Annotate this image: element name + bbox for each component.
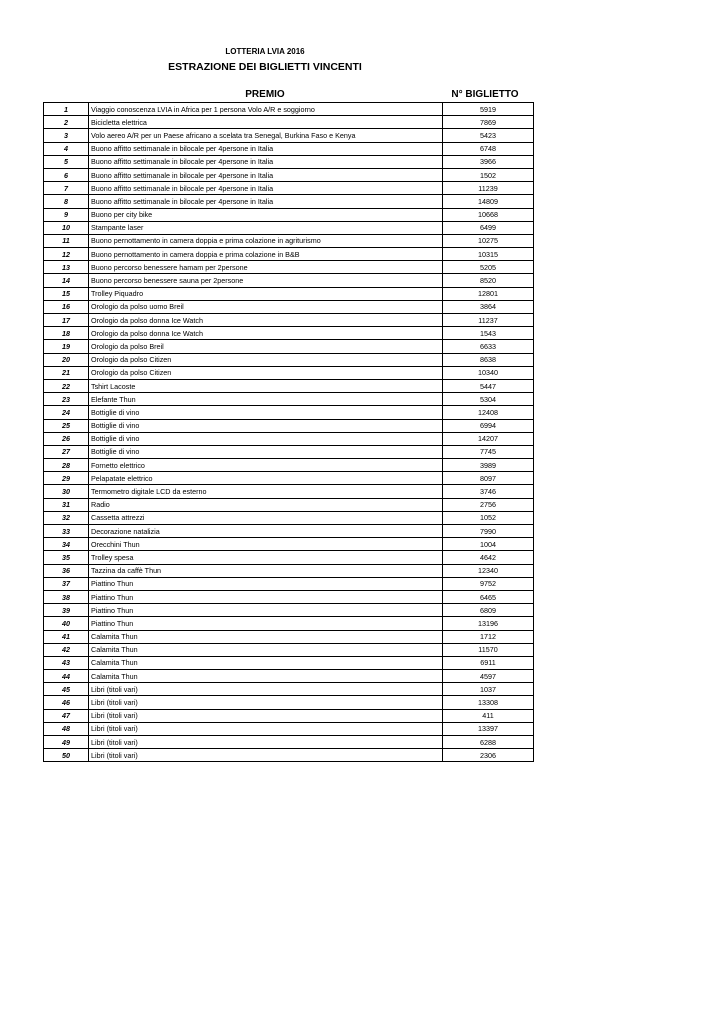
table-row <box>44 525 534 538</box>
table-row <box>44 406 534 419</box>
prize-number: 14 <box>44 274 89 287</box>
table-row <box>44 683 534 696</box>
ticket-number: 3864 <box>443 300 534 313</box>
prize-description: Orologio da polso donna Ice Watch <box>89 327 443 340</box>
prize-number: 31 <box>44 498 89 511</box>
prize-description: Bottiglie di vino <box>89 419 443 432</box>
prize-number: 21 <box>44 366 89 379</box>
table-row <box>44 116 534 129</box>
prize-number: 25 <box>44 419 89 432</box>
lottery-title: LOTTERIA LVIA 2016 <box>225 47 305 56</box>
column-header-ticket: N° BIGLIETTO <box>451 89 519 100</box>
table-row <box>44 604 534 617</box>
prize-number: 1 <box>44 103 89 116</box>
prize-number: 19 <box>44 340 89 353</box>
prize-description: Calamita Thun <box>89 643 443 656</box>
table-row <box>44 340 534 353</box>
ticket-number: 12408 <box>443 406 534 419</box>
table-row <box>44 248 534 261</box>
ticket-number: 2306 <box>443 749 534 762</box>
prize-description: Tshirt Lacoste <box>89 379 443 392</box>
ticket-number: 5447 <box>443 379 534 392</box>
prize-number: 8 <box>44 195 89 208</box>
prize-number: 44 <box>44 670 89 683</box>
prize-number: 18 <box>44 327 89 340</box>
prize-description: Buono affitto settimanale in bilocale per 4persone in Italia <box>89 142 443 155</box>
prize-number: 27 <box>44 445 89 458</box>
ticket-number: 6748 <box>443 142 534 155</box>
ticket-number: 8520 <box>443 274 534 287</box>
ticket-number: 6809 <box>443 604 534 617</box>
ticket-number: 7745 <box>443 445 534 458</box>
prize-description: Orologio da polso Citizen <box>89 366 443 379</box>
table-row <box>44 538 534 551</box>
prize-number: 33 <box>44 525 89 538</box>
ticket-number: 10340 <box>443 366 534 379</box>
prize-number: 22 <box>44 379 89 392</box>
table-row <box>44 234 534 247</box>
table-row <box>44 511 534 524</box>
table-row <box>44 459 534 472</box>
prize-description: Orecchini Thun <box>89 538 443 551</box>
ticket-number: 1037 <box>443 683 534 696</box>
table-row <box>44 182 534 195</box>
ticket-number: 10668 <box>443 208 534 221</box>
prize-description: Trolley Piquadro <box>89 287 443 300</box>
ticket-number: 11237 <box>443 314 534 327</box>
ticket-number: 1052 <box>443 511 534 524</box>
prize-description: Calamita Thun <box>89 670 443 683</box>
prize-number: 3 <box>44 129 89 142</box>
ticket-number: 6288 <box>443 736 534 749</box>
ticket-number: 2756 <box>443 498 534 511</box>
prize-number: 28 <box>44 459 89 472</box>
table-row <box>44 103 534 116</box>
ticket-number: 13397 <box>443 722 534 735</box>
prize-number: 38 <box>44 590 89 603</box>
prize-description: Elefante Thun <box>89 393 443 406</box>
prize-number: 4 <box>44 142 89 155</box>
prize-description: Buono affitto settimanale in bilocale per 4persone in Italia <box>89 155 443 168</box>
prize-description: Orologio da polso Citizen <box>89 353 443 366</box>
prize-description: Buono affitto settimanale in bilocale per 4persone in Italia <box>89 195 443 208</box>
prize-description: Orologio da polso Breil <box>89 340 443 353</box>
prize-number: 49 <box>44 736 89 749</box>
prize-description: Buono affitto settimanale in bilocale per 4persone in Italia <box>89 168 443 181</box>
prize-description: Bicicletta elettrica <box>89 116 443 129</box>
table-row <box>44 208 534 221</box>
prize-description: Termometro digitale LCD da esterno <box>89 485 443 498</box>
prize-number: 11 <box>44 234 89 247</box>
prize-number: 24 <box>44 406 89 419</box>
ticket-number: 1502 <box>443 168 534 181</box>
prize-description: Libri (titoli vari) <box>89 749 443 762</box>
ticket-number: 12340 <box>443 564 534 577</box>
prize-number: 42 <box>44 643 89 656</box>
ticket-number: 1712 <box>443 630 534 643</box>
table-row <box>44 445 534 458</box>
table-row <box>44 749 534 762</box>
prize-description: Buono pernottamento in camera doppia e prima colazione in agriturismo <box>89 234 443 247</box>
prize-number: 6 <box>44 168 89 181</box>
ticket-number: 10275 <box>443 234 534 247</box>
prize-number: 5 <box>44 155 89 168</box>
table-row <box>44 722 534 735</box>
table-row <box>44 656 534 669</box>
ticket-number: 3989 <box>443 459 534 472</box>
column-header-prize: PREMIO <box>245 89 285 100</box>
prize-number: 16 <box>44 300 89 313</box>
table-row <box>44 168 534 181</box>
prize-number: 12 <box>44 248 89 261</box>
table-row <box>44 485 534 498</box>
ticket-number: 6465 <box>443 590 534 603</box>
prize-number: 30 <box>44 485 89 498</box>
ticket-number: 4597 <box>443 670 534 683</box>
ticket-number: 7990 <box>443 525 534 538</box>
table-row <box>44 366 534 379</box>
prize-number: 47 <box>44 709 89 722</box>
table-row <box>44 696 534 709</box>
table-row <box>44 129 534 142</box>
prize-number: 10 <box>44 221 89 234</box>
prize-description: Piattino Thun <box>89 604 443 617</box>
prize-description: Orologio da polso uomo Breil <box>89 300 443 313</box>
prize-table <box>43 102 534 762</box>
table-row <box>44 432 534 445</box>
prize-description: Bottiglie di vino <box>89 406 443 419</box>
prize-description: Libri (titoli vari) <box>89 736 443 749</box>
ticket-number: 5205 <box>443 261 534 274</box>
ticket-number: 5423 <box>443 129 534 142</box>
prize-description: Piattino Thun <box>89 577 443 590</box>
prize-description: Buono per city bike <box>89 208 443 221</box>
ticket-number: 6994 <box>443 419 534 432</box>
table-row <box>44 261 534 274</box>
table-row <box>44 564 534 577</box>
prize-number: 17 <box>44 314 89 327</box>
prize-number: 23 <box>44 393 89 406</box>
table-row <box>44 274 534 287</box>
ticket-number: 12801 <box>443 287 534 300</box>
prize-table-body <box>44 103 534 762</box>
ticket-number: 5304 <box>443 393 534 406</box>
table-row <box>44 353 534 366</box>
prize-number: 20 <box>44 353 89 366</box>
table-row <box>44 300 534 313</box>
prize-number: 2 <box>44 116 89 129</box>
prize-description: Libri (titoli vari) <box>89 683 443 696</box>
prize-number: 13 <box>44 261 89 274</box>
prize-description: Tazzina da caffè Thun <box>89 564 443 577</box>
prize-number: 48 <box>44 722 89 735</box>
prize-number: 36 <box>44 564 89 577</box>
prize-number: 41 <box>44 630 89 643</box>
table-row <box>44 155 534 168</box>
prize-number: 7 <box>44 182 89 195</box>
ticket-number: 3966 <box>443 155 534 168</box>
table-row <box>44 577 534 590</box>
table-row <box>44 287 534 300</box>
prize-description: Bottiglie di vino <box>89 445 443 458</box>
table-row <box>44 590 534 603</box>
prize-description: Libri (titoli vari) <box>89 722 443 735</box>
prize-description: Pelapatate elettrico <box>89 472 443 485</box>
ticket-number: 13308 <box>443 696 534 709</box>
table-row <box>44 393 534 406</box>
table-row <box>44 630 534 643</box>
prize-description: Bottiglie di vino <box>89 432 443 445</box>
prize-description: Orologio da polso donna Ice Watch <box>89 314 443 327</box>
ticket-number: 11239 <box>443 182 534 195</box>
ticket-number: 8638 <box>443 353 534 366</box>
table-row <box>44 736 534 749</box>
table-row <box>44 142 534 155</box>
table-row <box>44 379 534 392</box>
prize-number: 45 <box>44 683 89 696</box>
prize-number: 9 <box>44 208 89 221</box>
table-row <box>44 419 534 432</box>
prize-description: Volo aereo A/R per un Paese africano a scelata tra Senegal, Burkina Faso e Kenya <box>89 129 443 142</box>
prize-description: Stampante laser <box>89 221 443 234</box>
table-row <box>44 498 534 511</box>
table-row <box>44 617 534 630</box>
ticket-number: 7869 <box>443 116 534 129</box>
ticket-number: 411 <box>443 709 534 722</box>
prize-description: Buono percorso benessere hamam per 2persone <box>89 261 443 274</box>
table-row <box>44 709 534 722</box>
table-row <box>44 314 534 327</box>
ticket-number: 13196 <box>443 617 534 630</box>
prize-number: 43 <box>44 656 89 669</box>
table-row <box>44 551 534 564</box>
prize-description: Libri (titoli vari) <box>89 696 443 709</box>
prize-description: Libri (titoli vari) <box>89 709 443 722</box>
prize-number: 34 <box>44 538 89 551</box>
table-row <box>44 327 534 340</box>
prize-description: Calamita Thun <box>89 656 443 669</box>
prize-number: 32 <box>44 511 89 524</box>
ticket-number: 11570 <box>443 643 534 656</box>
prize-description: Buono affitto settimanale in bilocale per 4persone in Italia <box>89 182 443 195</box>
ticket-number: 10315 <box>443 248 534 261</box>
prize-description: Calamita Thun <box>89 630 443 643</box>
ticket-number: 6633 <box>443 340 534 353</box>
prize-number: 37 <box>44 577 89 590</box>
ticket-number: 8097 <box>443 472 534 485</box>
prize-description: Trolley spesa <box>89 551 443 564</box>
prize-description: Radio <box>89 498 443 511</box>
prize-number: 26 <box>44 432 89 445</box>
prize-number: 39 <box>44 604 89 617</box>
prize-description: Buono pernottamento in camera doppia e prima colazione in B&B <box>89 248 443 261</box>
ticket-number: 6911 <box>443 656 534 669</box>
prize-number: 50 <box>44 749 89 762</box>
prize-number: 29 <box>44 472 89 485</box>
prize-number: 40 <box>44 617 89 630</box>
ticket-number: 14809 <box>443 195 534 208</box>
prize-number: 46 <box>44 696 89 709</box>
prize-number: 35 <box>44 551 89 564</box>
prize-description: Buono percorso benessere sauna per 2persone <box>89 274 443 287</box>
prize-description: Viaggio conoscenza LVIA in Africa per 1 persona Volo A/R e soggiorno <box>89 103 443 116</box>
ticket-number: 1543 <box>443 327 534 340</box>
ticket-number: 1004 <box>443 538 534 551</box>
ticket-number: 5919 <box>443 103 534 116</box>
table-row <box>44 643 534 656</box>
prize-description: Piattino Thun <box>89 617 443 630</box>
table-row <box>44 670 534 683</box>
page-title: ESTRAZIONE DEI BIGLIETTI VINCENTI <box>168 61 362 73</box>
ticket-number: 3746 <box>443 485 534 498</box>
ticket-number: 9752 <box>443 577 534 590</box>
prize-description: Piattino Thun <box>89 590 443 603</box>
ticket-number: 6499 <box>443 221 534 234</box>
ticket-number: 14207 <box>443 432 534 445</box>
ticket-number: 4642 <box>443 551 534 564</box>
prize-description: Fornetto elettrico <box>89 459 443 472</box>
table-row <box>44 195 534 208</box>
prize-number: 15 <box>44 287 89 300</box>
table-row <box>44 472 534 485</box>
prize-description: Decorazione natalizia <box>89 525 443 538</box>
table-row <box>44 221 534 234</box>
prize-description: Cassetta attrezzi <box>89 511 443 524</box>
